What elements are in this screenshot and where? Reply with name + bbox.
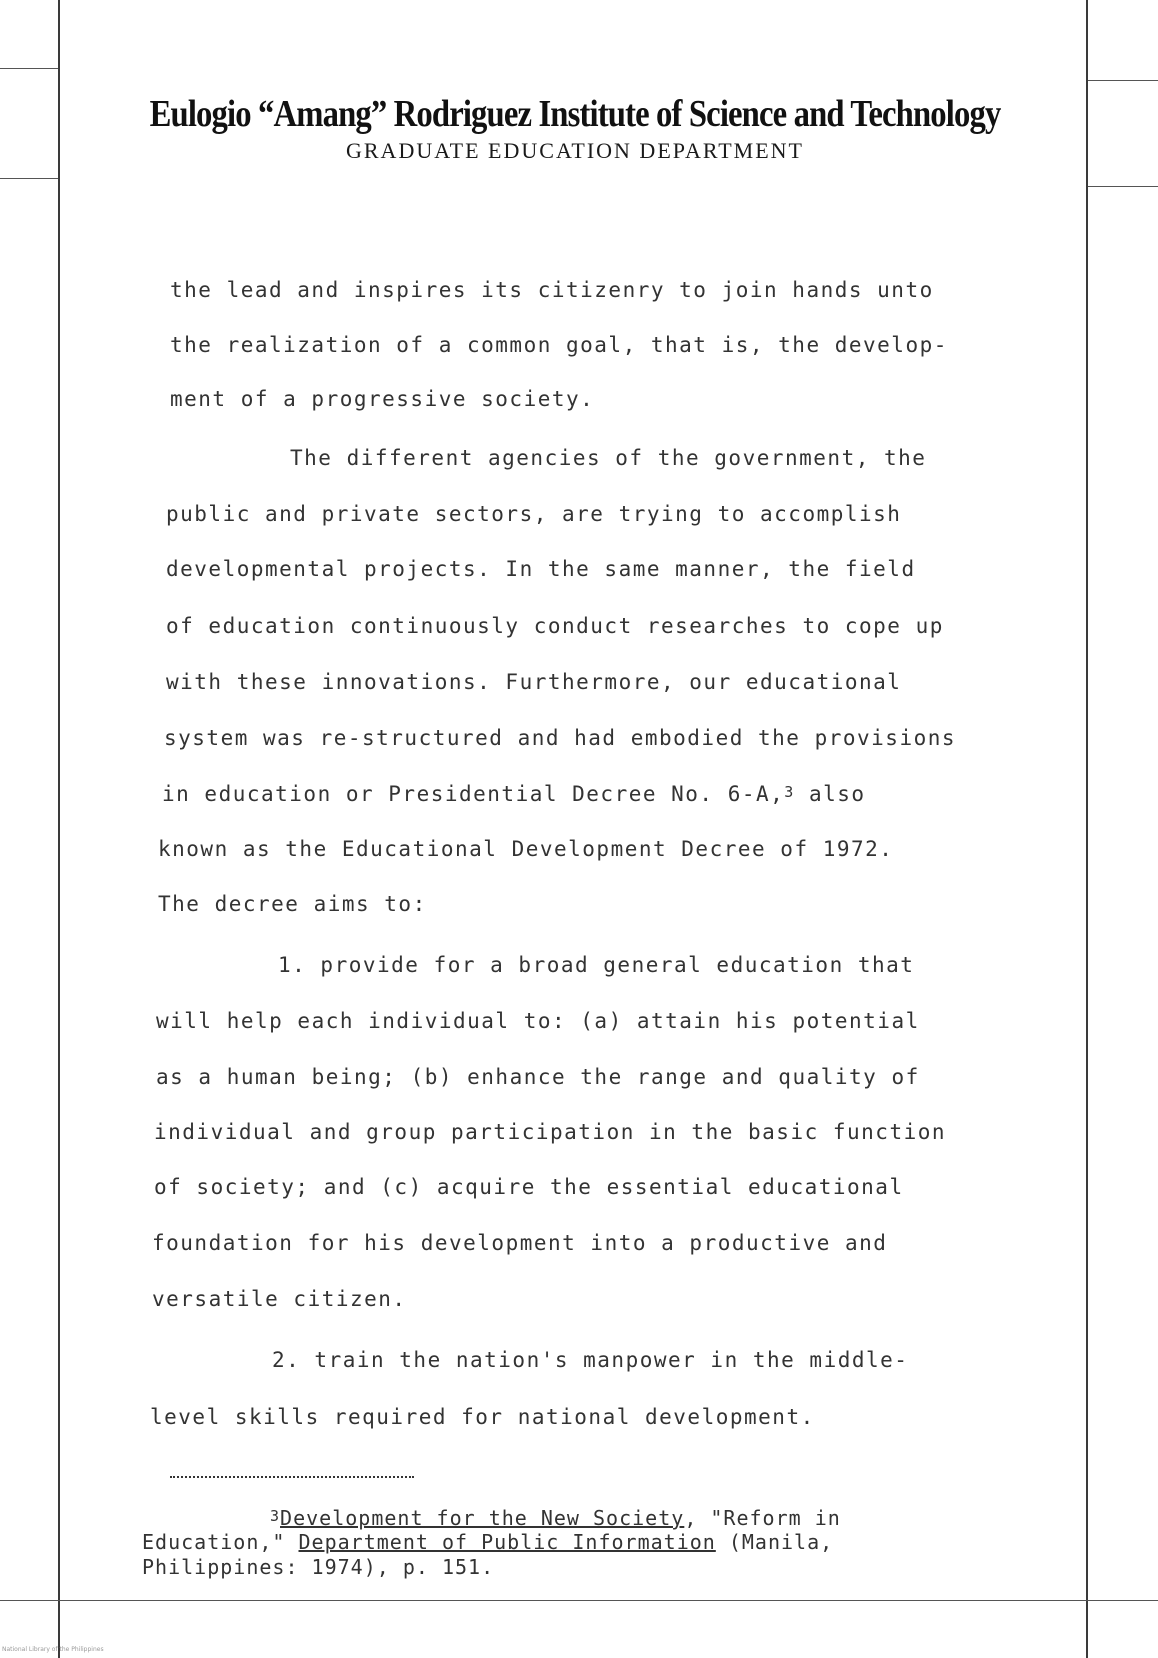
footnote-text: Philippines: 1974), p. 151.	[142, 1555, 495, 1579]
text-line: versatile citizen.	[152, 1287, 407, 1311]
right-frame-line	[1086, 0, 1088, 1658]
footnote-text: (Manila,	[715, 1530, 834, 1554]
text-line: with these innovations. Furthermore, our educational	[166, 670, 902, 694]
text-line: level skills required for national development.	[150, 1405, 815, 1429]
text-line: of society; and (c) acquire the essential educational	[154, 1175, 904, 1199]
left-frame-line	[58, 0, 60, 1658]
bottom-rule	[0, 1600, 1158, 1601]
department-name: GRADUATE EDUCATION DEPARTMENT	[346, 138, 804, 163]
text-line: of education continuously conduct researches to cope up	[166, 614, 944, 638]
text-line: as a human being; (b) enhance the range and quality of	[156, 1065, 920, 1089]
text-line: individual and group participation in the basic function	[154, 1120, 947, 1144]
list-item-1: 1. provide for a broad general education that	[278, 953, 915, 977]
text-line: will help each individual to: (a) attain his potential	[156, 1009, 920, 1033]
text-line: The different agencies of the government, the	[290, 446, 927, 470]
text-line: system was re-structured and had embodied the provisions	[164, 726, 957, 750]
text-line: foundation for his development into a productive and	[152, 1231, 888, 1255]
footnote-text: Education,"	[142, 1530, 299, 1554]
text-line: known as the Educational Development Decree of 1972.	[158, 837, 894, 861]
text-line: public and private sectors, are trying to accomplish	[166, 502, 902, 526]
footnote-publisher: Department of Public Information	[298, 1530, 716, 1554]
top-rule-left	[0, 68, 58, 69]
header-rule-right	[1088, 186, 1158, 187]
institute-name: Eulogio “Amang” Rodriguez Institute of Science and Technology	[149, 93, 1001, 135]
header-rule-left	[0, 178, 58, 179]
footnote-ref-mark: 3	[784, 783, 795, 801]
letterhead	[60, 92, 1090, 164]
text-line: developmental projects. In the same manner, the field	[166, 557, 916, 581]
scanner-mark: National Library of the Philippines	[2, 1646, 104, 1653]
footnote-mark: 3	[270, 1507, 281, 1525]
text-line: the lead and inspires its citizenry to join hands unto	[170, 278, 934, 302]
footnote-divider	[170, 1476, 414, 1478]
list-item-2: 2. train the nation's manpower in the middle-	[272, 1348, 909, 1372]
footnote-ref-after: also	[808, 782, 866, 806]
text-line: ment of a progressive society.	[170, 387, 595, 411]
top-rule-right	[1088, 80, 1158, 81]
footnote-title: Development for the New Society	[280, 1506, 685, 1530]
footnote-reference-line	[162, 782, 866, 806]
text-line: in education or Presidential Decree No. 6-A,	[162, 782, 785, 806]
text-line: The decree aims to:	[158, 892, 427, 916]
footnote-text: , "Reform in	[684, 1506, 841, 1530]
text-line: the realization of a common goal, that is, the develop-	[170, 333, 948, 357]
